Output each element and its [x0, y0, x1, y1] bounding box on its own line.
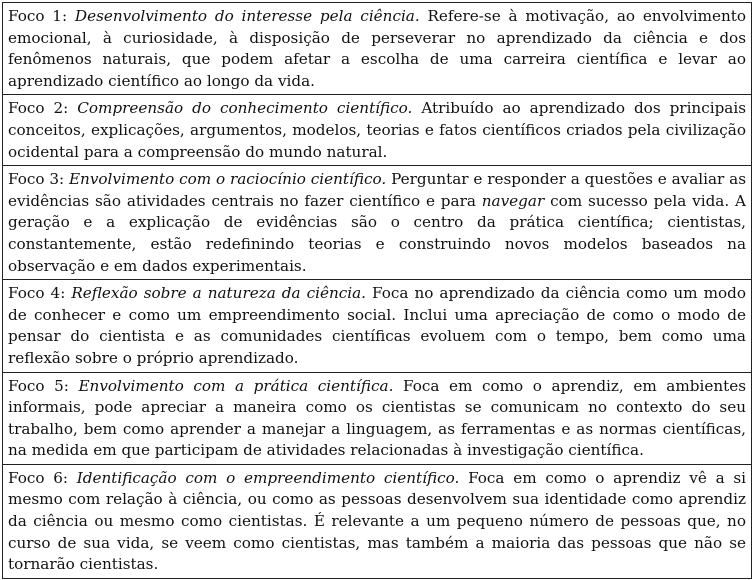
foco-3-italic-word: navegar — [481, 191, 545, 210]
foco-5-cell — [3, 372, 751, 464]
foco-2-text: Atribuído ao aprendizado dos principais conceitos, explicações, argumentos, modelos, teorias e fatos científicos criados pela civilização ocidental para a compreensão do mundo natural. — [8, 99, 747, 161]
foco-6-title: Identificação com o empreendimento científico. — [76, 468, 460, 487]
foco-1-label: Foco 1: — [8, 7, 68, 25]
foco-6-cell — [3, 464, 751, 578]
foco-3-text-before: Perguntar e responder a questões e avaliar as evidências são atividades centrais no fazer científico e para — [8, 170, 747, 210]
foco-1-title: Desenvolvimento do interesse pela ciência. — [74, 7, 420, 25]
foco-2-label: Foco 2: — [8, 99, 69, 118]
foco-6-text: Foca em como o aprendiz vê a si mesmo com relação à ciência, ou como as pessoas desenvolvem sua identidade como aprendiz da ciência ou mesmo como cientistas. É relevante a um pequeno número de pessoas que, no curso de sua vida, se veem como cientistas, mas também a maioria das pessoas que não se tornarão cientistas. — [8, 468, 747, 574]
foco-3-text-after: com sucesso pela vida. A geração e a explicação de evidências são o centro da prática científica; cientistas, constantemente, estão redefinindo teorias e construindo novos modelos baseados na observação e em dados experimentais. — [8, 191, 747, 275]
foco-4-cell — [3, 279, 751, 371]
foco-1-cell — [3, 3, 751, 94]
foco-1-text: Refere-se à motivação, ao envolvimento emocional, à curiosidade, à disposição de perseverar no aprendizado da ciência e dos fenômenos naturais, que podem afetar a escolha de uma carreira científica e levar ao aprendizado científico ao longo da vida. — [8, 7, 747, 90]
foco-3-title: Envolvimento com o raciocínio científico. — [68, 170, 387, 189]
foco-3-cell — [3, 165, 751, 279]
foco-4-title: Reflexão sobre a natureza da ciência. — [71, 284, 366, 303]
foco-4-text: Foca no aprendizado da ciência como um modo de conhecer e como um empreendimento social. Inclui uma apreciação de como o modo de pensar do cientista e as comunidades científicas evoluem com o tempo, bem como uma reflexão sobre o próprio aprendizado. — [8, 284, 747, 367]
foco-5-text: Foca em como o aprendiz, em ambientes informais, pode apreciar a maneira como os cientistas se comunicam no contexto do seu trabalho, bem como aprender a manejar a linguagem, as ferramentas e as normas científicas, na medida em que participam de atividades relacionadas à investigação científica. — [8, 376, 747, 460]
focos-table — [2, 2, 752, 579]
foco-6-label: Foco 6: — [8, 468, 69, 487]
foco-2-cell — [3, 94, 751, 165]
foco-2-title: Compreensão do conhecimento científico. — [77, 99, 413, 118]
foco-4-label: Foco 4: — [8, 284, 66, 303]
foco-5-title: Envolvimento com a prática científica. — [78, 376, 394, 395]
foco-5-label: Foco 5: — [8, 376, 69, 395]
foco-3-label: Foco 3: — [8, 170, 65, 189]
